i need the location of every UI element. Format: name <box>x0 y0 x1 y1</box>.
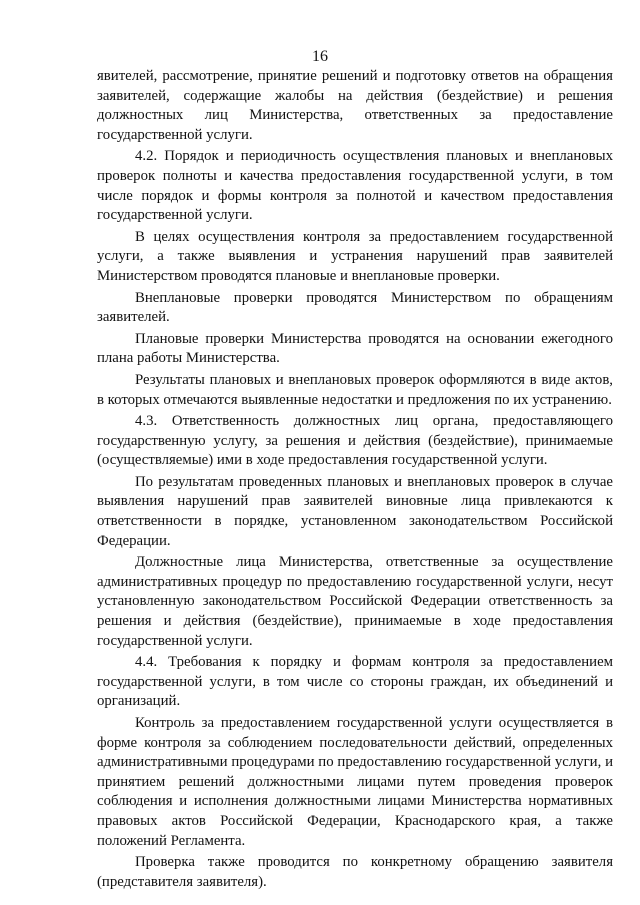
paragraph-continuation: явителей, рассмотрение, принятие решений и подготовку ответов на обращения заявителей, содержащие жалобы на действия (бездействие) и решения должностных лиц Министерства, ответственных за предоставление государственной услуги. <box>97 68 613 143</box>
paragraph-section-4-4: 4.4. Требования к порядку и формам контроля за предоставлением государственной услуги, в том числе со стороны граждан, их объединений и организаций. <box>97 654 613 710</box>
paragraph-section-4-2: 4.2. Порядок и периодичность осуществления плановых и внеплановых проверок полноты и качества предоставления государственной услуги, в том числе порядок и формы контроля за полнотой и качеством предоставления государственной услуги. <box>97 148 613 224</box>
paragraph-control-purpose: В целях осуществления контроля за предоставлением государственной услуги, а также выявления и устранения нарушений прав заявителей Министерством проводятся плановые и внеплановые проверки. <box>97 228 613 284</box>
paragraph-unscheduled-checks: Внеплановые проверки проводятся Министерством по обращениям заявителей. <box>97 289 613 326</box>
paragraph-liability: По результатам проведенных плановых и внеплановых проверок в случае выявления нарушений прав заявителей виновные лица привлекаются к ответственности в порядке, установленном законодательством Российской Федерации. <box>97 473 613 549</box>
paragraph-check-on-request: Проверка также проводится по конкретному обращению заявителя (представителя заявителя). <box>97 854 613 890</box>
page-number: 16 <box>312 48 328 65</box>
paragraph-section-4-3: 4.3. Ответственность должностных лиц органа, предоставляющего государственную услугу, за решения и действия (бездействие), принимаемые (осуществляемые) ими в ходе предоставления государственной услуги. <box>97 413 613 469</box>
paragraph-control-form: Контроль за предоставлением государственной услуги осуществляется в форме контроля за соблюдением последовательности действий, определенных административными процедурами по предоставлению государственной услуги, и принятием решений должностными лицами путем проведения проверок соблюдения и исполнения должностными лицами Министерства нормативных правовых актов Российской Федерации, Краснодарского края, а также положений Регламента. <box>97 715 613 849</box>
document-body <box>97 67 613 892</box>
paragraph-check-results: Результаты плановых и внеплановых проверок оформляются в виде актов, в которых отмечаются выявленные недостатки и предложения по их устранению. <box>97 371 613 408</box>
paragraph-officials-responsibility: Должностные лица Министерства, ответственные за осуществление административных процедур по предоставлению государственной услуги, несут установленную законодательством Российской Федерации ответственность за решения и действия (бездействие), принимаемые в ходе предоставления государственной услуги. <box>97 554 613 649</box>
paragraph-scheduled-checks: Плановые проверки Министерства проводятся на основании ежегодного плана работы Министерства. <box>97 330 613 367</box>
